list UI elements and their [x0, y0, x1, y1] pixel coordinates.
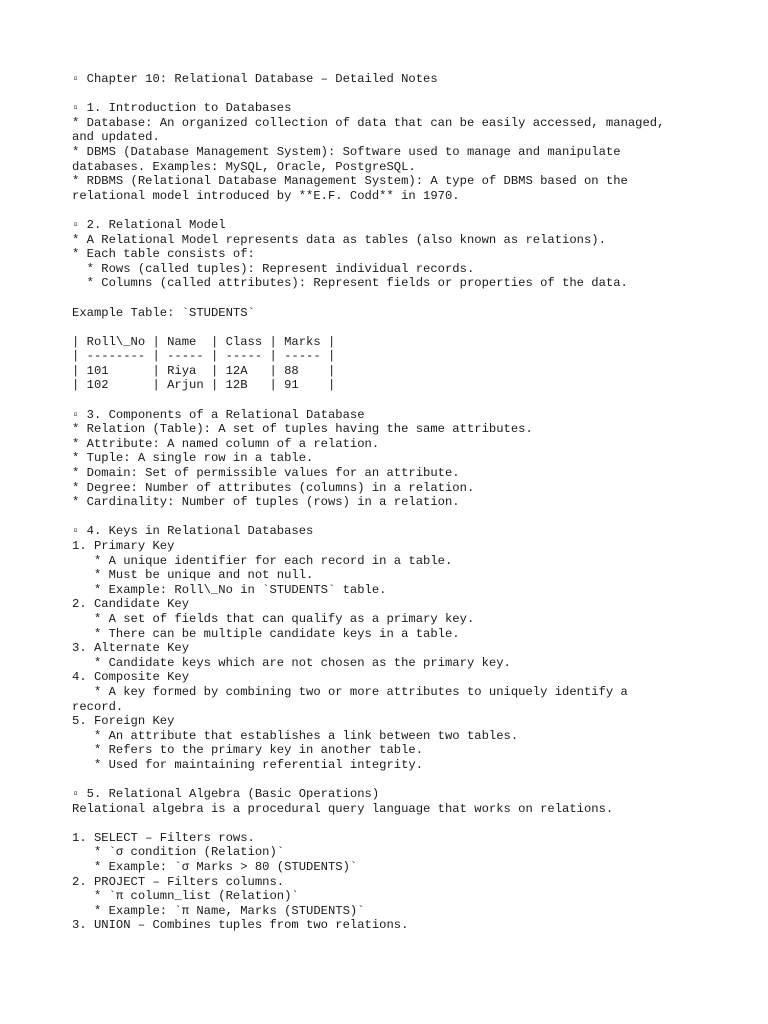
text-line: and updated. [72, 130, 160, 145]
text-line: 5. Foreign Key [72, 714, 175, 729]
text-line: * Tuple: A single row in a table. [72, 451, 314, 466]
text-line: * Used for maintaining referential integrity. [72, 757, 424, 772]
text-line: 2. PROJECT – Filters columns. [72, 874, 285, 889]
text-line: * A set of fields that can qualify as a primary key. [72, 611, 475, 626]
text-line: * Attribute: A named column of a relation. [72, 436, 380, 451]
blank-line [72, 816, 712, 831]
text-line: * Rows (called tuples): Represent individual records. [72, 261, 475, 276]
blank-line [72, 203, 712, 218]
text-line: * Cardinality: Number of tuples (rows) in a relation. [72, 495, 460, 510]
text-line: * Relation (Table): A set of tuples having the same attributes. [72, 422, 533, 437]
table-caption: Example Table: `STUDENTS` [72, 305, 255, 320]
section-heading: ▫ 2. Relational Model [72, 217, 226, 232]
blank-line [72, 87, 712, 102]
text-line: 4. Composite Key [72, 670, 190, 685]
text-line: * Example: Roll\_No in `STUDENTS` table. [72, 582, 387, 597]
section-heading: ▫ 1. Introduction to Databases [72, 101, 292, 116]
text-line: * A unique identifier for each record in a table. [72, 553, 453, 568]
text-line: * Candidate keys which are not chosen as the primary key. [72, 655, 511, 670]
table-row: | 101 | Riya | 12A | 88 | [72, 363, 336, 378]
text-line: * RDBMS (Relational Database Management System): A type of DBMS based on the [72, 174, 628, 189]
text-line: * Must be unique and not null. [72, 568, 314, 583]
text-line: * Degree: Number of attributes (columns) in a relation. [72, 480, 475, 495]
text-line: * There can be multiple candidate keys in a table. [72, 626, 460, 641]
blank-line [72, 773, 712, 788]
blank-line [72, 393, 712, 408]
blank-line [72, 291, 712, 306]
text-line: 1. Primary Key [72, 539, 175, 553]
text-line: databases. Examples: MySQL, Oracle, PostgreSQL. [72, 159, 416, 174]
text-line: * DBMS (Database Management System): Software used to manage and manipulate [72, 144, 621, 159]
text-line: Relational algebra is a procedural query language that works on relations. [72, 801, 614, 816]
text-line: * A Relational Model represents data as tables (also known as relations). [72, 232, 606, 247]
text-line: * An attribute that establishes a link between two tables. [72, 728, 519, 743]
text-line: 3. UNION – Combines tuples from two relations. [72, 918, 409, 933]
text-line: 2. Candidate Key [72, 597, 190, 612]
text-line: record. [72, 699, 124, 714]
table-row: | Roll\_No | Name | Class | Marks | [72, 334, 336, 349]
text-line: 1. SELECT – Filters rows. [72, 830, 255, 845]
text-line: relational model introduced by **E.F. Codd** in 1970. [72, 188, 460, 203]
text-line: * `π column_list (Relation)` [72, 889, 299, 904]
text-line: * Refers to the primary key in another table. [72, 743, 424, 758]
document-body [72, 72, 712, 933]
text-line: * Example: `π Name, Marks (STUDENTS)` [72, 903, 365, 918]
text-line: * Database: An organized collection of data that can be easily accessed, managed, [72, 115, 665, 130]
section-heading: ▫ 3. Components of a Relational Database [72, 407, 365, 422]
text-line: 3. Alternate Key [72, 641, 190, 656]
text-line: * Domain: Set of permissible values for an attribute. [72, 466, 460, 481]
text-line: * A key formed by combining two or more attributes to uniquely identify a [72, 684, 628, 699]
text-line: * Each table consists of: [72, 247, 255, 262]
section-heading: ▫ 4. Keys in Relational Databases [72, 524, 314, 539]
text-line: * `σ condition (Relation)` [72, 845, 285, 860]
blank-line [72, 510, 712, 525]
table-row: | 102 | Arjun | 12B | 91 | [72, 378, 336, 393]
section-heading: ▫ 5. Relational Algebra (Basic Operations) [72, 787, 380, 802]
chapter-title: ▫ Chapter 10: Relational Database – Detailed Notes [72, 72, 438, 86]
blank-line [72, 320, 712, 335]
text-line: * Columns (called attributes): Represent fields or properties of the data. [72, 276, 628, 291]
text-line: * Example: `σ Marks > 80 (STUDENTS)` [72, 860, 358, 875]
table-row: | -------- | ----- | ----- | ----- | [72, 349, 336, 364]
